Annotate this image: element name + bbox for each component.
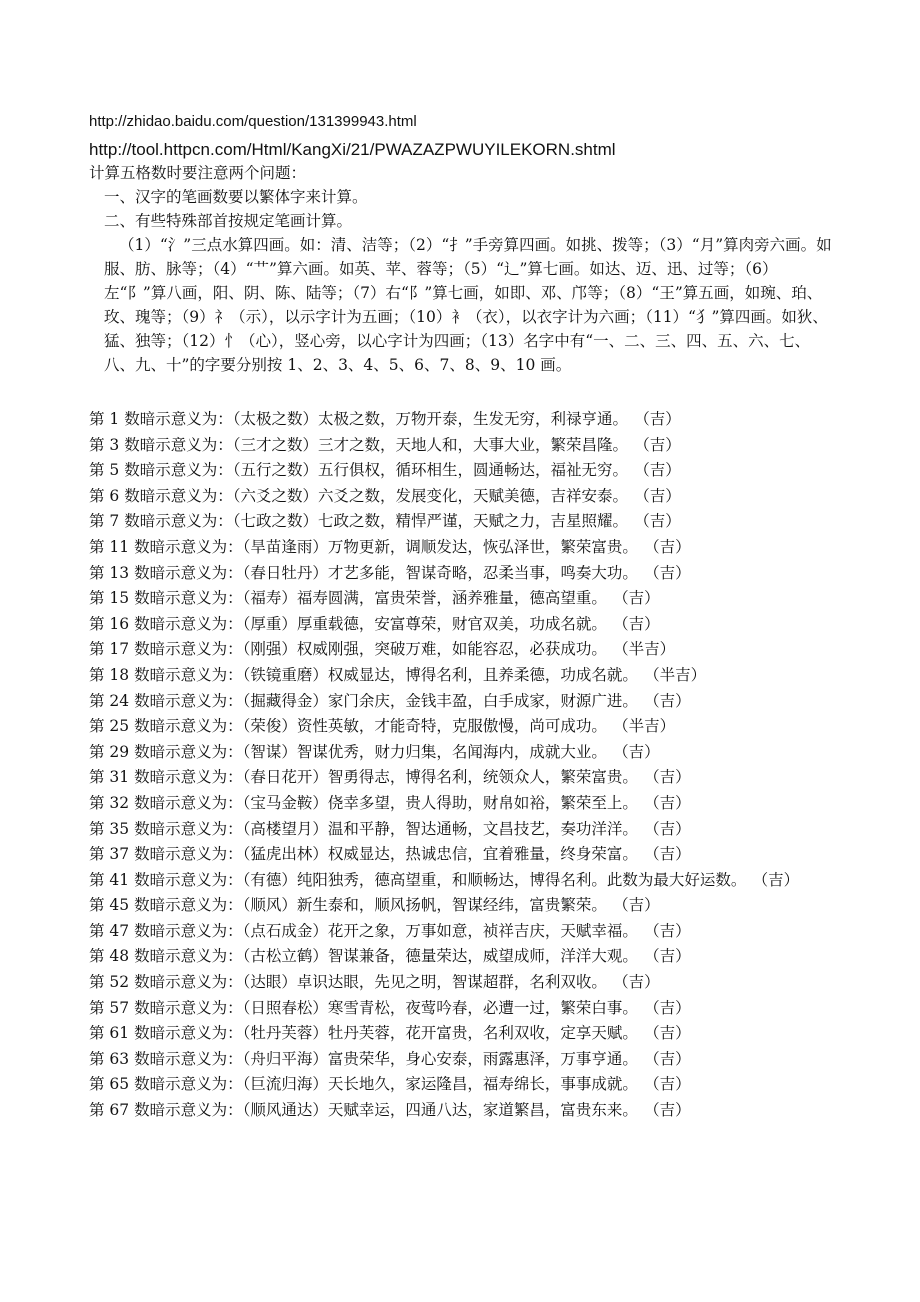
row-meaning: （旱苗逢雨）万物更新，调顺发达，恢弘泽世，繁荣富贵。 — [242, 537, 638, 556]
number-meaning-row — [89, 509, 834, 535]
number-meaning-row — [89, 944, 834, 970]
row-meaning: （五行之数）五行俱权，循环相生，圆通畅达，福祉无穷。 — [232, 461, 628, 480]
row-label: 第 65 数暗示意义为： — [89, 1075, 243, 1094]
number-meaning-row — [89, 407, 834, 433]
row-label: 第 67 数暗示意义为： — [89, 1101, 243, 1120]
row-fortune-result: （吉） — [651, 793, 691, 812]
row-label: 第 17 数暗示意义为： — [89, 640, 243, 659]
number-meaning-row — [89, 612, 834, 638]
number-meaning-row — [89, 996, 834, 1022]
number-meaning-row — [89, 561, 834, 587]
row-label: 第 48 数暗示意义为： — [89, 947, 243, 966]
row-meaning: （春日花开）智勇得志，博得名利，统领众人，繁荣富贵。 — [242, 768, 638, 787]
number-meaning-row — [89, 791, 834, 817]
row-fortune-result: （吉） — [651, 819, 691, 838]
row-meaning: （巨流归海）天长地久，家运隆昌，福寿绵长，事事成就。 — [242, 1075, 638, 1094]
row-fortune-result: （吉） — [641, 461, 681, 480]
row-meaning: （舟归平海）富贵荣华，身心安泰，雨露惠泽，万事亨通。 — [242, 1049, 638, 1068]
row-label: 第 41 数暗示意义为： — [89, 870, 243, 889]
row-meaning: （六爻之数）六爻之数，发展变化，天赋美德，吉祥安泰。 — [232, 486, 628, 505]
row-meaning: （春日牡丹）才艺多能，智谋奇略，忍柔当事，鸣奏大功。 — [242, 563, 638, 582]
number-meaning-row — [89, 586, 834, 612]
row-label: 第 61 数暗示意义为： — [89, 1024, 243, 1043]
row-meaning: （高楼望月）温和平静，智达通畅，文昌技艺，奏功洋洋。 — [242, 819, 638, 838]
row-meaning: （掘藏得金）家门余庆，金钱丰盈，白手成家，财源广进。 — [242, 691, 638, 710]
row-label: 第 45 数暗示意义为： — [89, 896, 243, 915]
number-meaning-row — [89, 842, 834, 868]
row-fortune-result: （吉） — [651, 921, 691, 940]
row-label: 第 15 数暗示意义为： — [89, 589, 243, 608]
number-meaning-row — [89, 433, 834, 459]
row-meaning: （厚重）厚重载德，安富尊荣，财官双美，功成名就。 — [242, 614, 607, 633]
number-meaning-row — [89, 740, 834, 766]
number-meaning-row — [89, 458, 834, 484]
number-meaning-row — [89, 1072, 834, 1098]
row-meaning: （猛虎出林）权威显达，热诚忠信，宜着雅量，终身荣富。 — [242, 845, 638, 864]
row-fortune-result: （吉） — [641, 512, 681, 531]
number-meaning-row — [89, 535, 834, 561]
number-meaning-row — [89, 1098, 834, 1124]
row-label: 第 13 数暗示意义为： — [89, 563, 243, 582]
row-meaning: （顺风）新生泰和，顺风扬帆，智谋经纬，富贵繁荣。 — [242, 896, 607, 915]
number-meaning-row — [89, 765, 834, 791]
row-label: 第 37 数暗示意义为： — [89, 845, 243, 864]
number-meaning-row — [89, 868, 834, 894]
row-fortune-result: （吉） — [760, 870, 800, 889]
row-label: 第 47 数暗示意义为： — [89, 921, 243, 940]
row-meaning: （智谋）智谋优秀，财力归集，名闻海内，成就大业。 — [242, 742, 607, 761]
number-meaning-row — [89, 637, 834, 663]
row-fortune-result: （半吉） — [620, 717, 676, 736]
row-label: 第 11 数暗示意义为： — [89, 537, 243, 556]
row-label: 第 3 数暗示意义为： — [89, 435, 233, 454]
row-meaning: （古松立鹤）智谋兼备，德量荣达，威望成师，洋洋大观。 — [242, 947, 638, 966]
row-fortune-result: （吉） — [641, 410, 681, 428]
row-label: 第 16 数暗示意义为： — [89, 614, 243, 633]
row-meaning: （荣俊）资性英敏，才能奇特，克服傲慢，尚可成功。 — [242, 717, 607, 736]
row-fortune-result: （吉） — [651, 691, 691, 710]
number-meaning-row — [89, 714, 834, 740]
row-fortune-result: （吉） — [651, 1101, 691, 1120]
row-fortune-result: （半吉） — [620, 640, 676, 659]
intro-point-2: 二、有些特殊部首按规定笔画计算。 — [104, 212, 353, 230]
row-meaning: （有德）纯阳独秀，德高望重，和顺畅达，博得名利。此数为最大好运数。 — [242, 870, 747, 889]
row-meaning: （点石成金）花开之象，万事如意，祯祥吉庆，天赋幸福。 — [242, 921, 638, 940]
number-meaning-row — [89, 893, 834, 919]
row-label: 第 57 数暗示意义为： — [89, 998, 243, 1017]
row-fortune-result: （吉） — [651, 768, 691, 787]
row-meaning: （牡丹芙蓉）牡丹芙蓉，花开富贵，名利双收，定享天赋。 — [242, 1024, 638, 1043]
row-meaning: （三才之数）三才之数，天地人和，大事大业，繁荣昌隆。 — [232, 435, 628, 454]
row-meaning: （福寿）福寿圆满，富贵荣誉，涵养雅量，德高望重。 — [242, 589, 607, 608]
row-meaning: （刚强）权威刚强，突破万难，如能容忍，必获成功。 — [242, 640, 607, 659]
number-meaning-row — [89, 1021, 834, 1047]
row-fortune-result: （吉） — [620, 896, 660, 915]
number-meaning-row — [89, 663, 834, 689]
row-fortune-result: （吉） — [651, 845, 691, 864]
number-meaning-row — [89, 970, 834, 996]
row-label: 第 63 数暗示意义为： — [89, 1049, 243, 1068]
number-meaning-row — [89, 1047, 834, 1073]
row-fortune-result: （吉） — [651, 998, 691, 1017]
number-meaning-row — [89, 689, 834, 715]
row-label: 第 18 数暗示意义为： — [89, 665, 243, 684]
number-meaning-row — [89, 484, 834, 510]
number-meaning-row — [89, 919, 834, 945]
row-label: 第 31 数暗示意义为： — [89, 768, 243, 787]
row-label: 第 52 数暗示意义为： — [89, 973, 243, 992]
row-fortune-result: （吉） — [620, 614, 660, 633]
row-fortune-result: （吉） — [641, 486, 681, 505]
row-fortune-result: （吉） — [620, 973, 660, 992]
row-label: 第 32 数暗示意义为： — [89, 793, 243, 812]
row-fortune-result: （吉） — [620, 589, 660, 608]
intro-point-1: 一、汉字的笔画数要以繁体字来计算。 — [104, 188, 368, 206]
number-meaning-row — [89, 817, 834, 843]
row-meaning: （达眼）卓识达眼，先见之明，智谋超群，名利双收。 — [242, 973, 607, 992]
row-meaning: （宝马金鞍）侥幸多望，贵人得助，财帛如裕，繁荣至上。 — [242, 793, 638, 812]
row-label: 第 6 数暗示意义为： — [89, 486, 233, 505]
row-fortune-result: （吉） — [641, 435, 681, 454]
row-fortune-result: （吉） — [651, 1075, 691, 1094]
row-fortune-result: （吉） — [620, 742, 660, 761]
row-meaning: （顺风通达）天赋幸运，四通八达，家道繁昌，富贵东来。 — [242, 1101, 638, 1120]
row-label: 第 1 数暗示意义为： — [89, 410, 233, 428]
intro-title: 计算五格数时要注意两个问题： — [89, 164, 307, 182]
row-fortune-result: （吉） — [651, 1049, 691, 1068]
row-meaning: （铁镜重磨）权威显达，博得名利，且养柔德，功成名就。 — [242, 665, 638, 684]
row-label: 第 29 数暗示意义为： — [89, 742, 243, 761]
document-body — [89, 161, 834, 1124]
row-fortune-result: （吉） — [651, 563, 691, 582]
row-label: 第 25 数暗示意义为： — [89, 717, 243, 736]
row-label: 第 7 数暗示意义为： — [89, 512, 233, 531]
row-fortune-result: （吉） — [651, 947, 691, 966]
row-label: 第 35 数暗示意义为： — [89, 819, 243, 838]
row-fortune-result: （半吉） — [651, 665, 707, 684]
intro-rules-paragraph: （1）“氵”三点水算四画。如：清、洁等；（2）“扌”手旁算四画。如挑、拨等；（3）“月”算肉旁六画。如服、肪、脉等；（4）“艹”算六画。如英、苹、蓉等；（5）“辶”算七画。如达、迈、迅、过等；（6）左“阝”算八画，阳、阴、陈、陆等；（7）右“阝”算七画，如即、邓、邝等；（8）“王”算五画，如琬、珀、玫、瑰等；（9）礻（示），以示字计为五画；（10）衤（衣），以衣字计为六画；（11）“犭”算四画。如狄、猛、独等；（12）忄（心），竖心旁，以心字计为四画；（13）名字中有“一、二、三、四、五、六、七、八、九、十”的字要分别按 1、2、3、4、5、6、7、8、9、10 画。 — [104, 236, 832, 374]
number-meaning-list — [89, 407, 834, 1124]
row-meaning: （七政之数）七政之数，精悍严谨，天赋之力，吉星照耀。 — [232, 512, 628, 531]
url-zhidao-link[interactable]: http://zhidao.baidu.com/question/131399943.html — [89, 113, 417, 130]
row-meaning: （太极之数）太极之数，万物开泰，生发无穷，利禄亨通。 — [232, 410, 628, 428]
row-meaning: （日照春松）寒雪青松，夜莺吟春，必遭一过，繁荣白事。 — [242, 998, 638, 1017]
row-fortune-result: （吉） — [651, 1024, 691, 1043]
url-kangxi-link[interactable]: http://tool.httpcn.com/Html/KangXi/21/PWAZAZPWUYILEKORN.shtml — [89, 140, 616, 159]
row-label: 第 24 数暗示意义为： — [89, 691, 243, 710]
row-label: 第 5 数暗示意义为： — [89, 461, 233, 480]
spacer — [89, 377, 834, 407]
row-fortune-result: （吉） — [651, 537, 691, 556]
